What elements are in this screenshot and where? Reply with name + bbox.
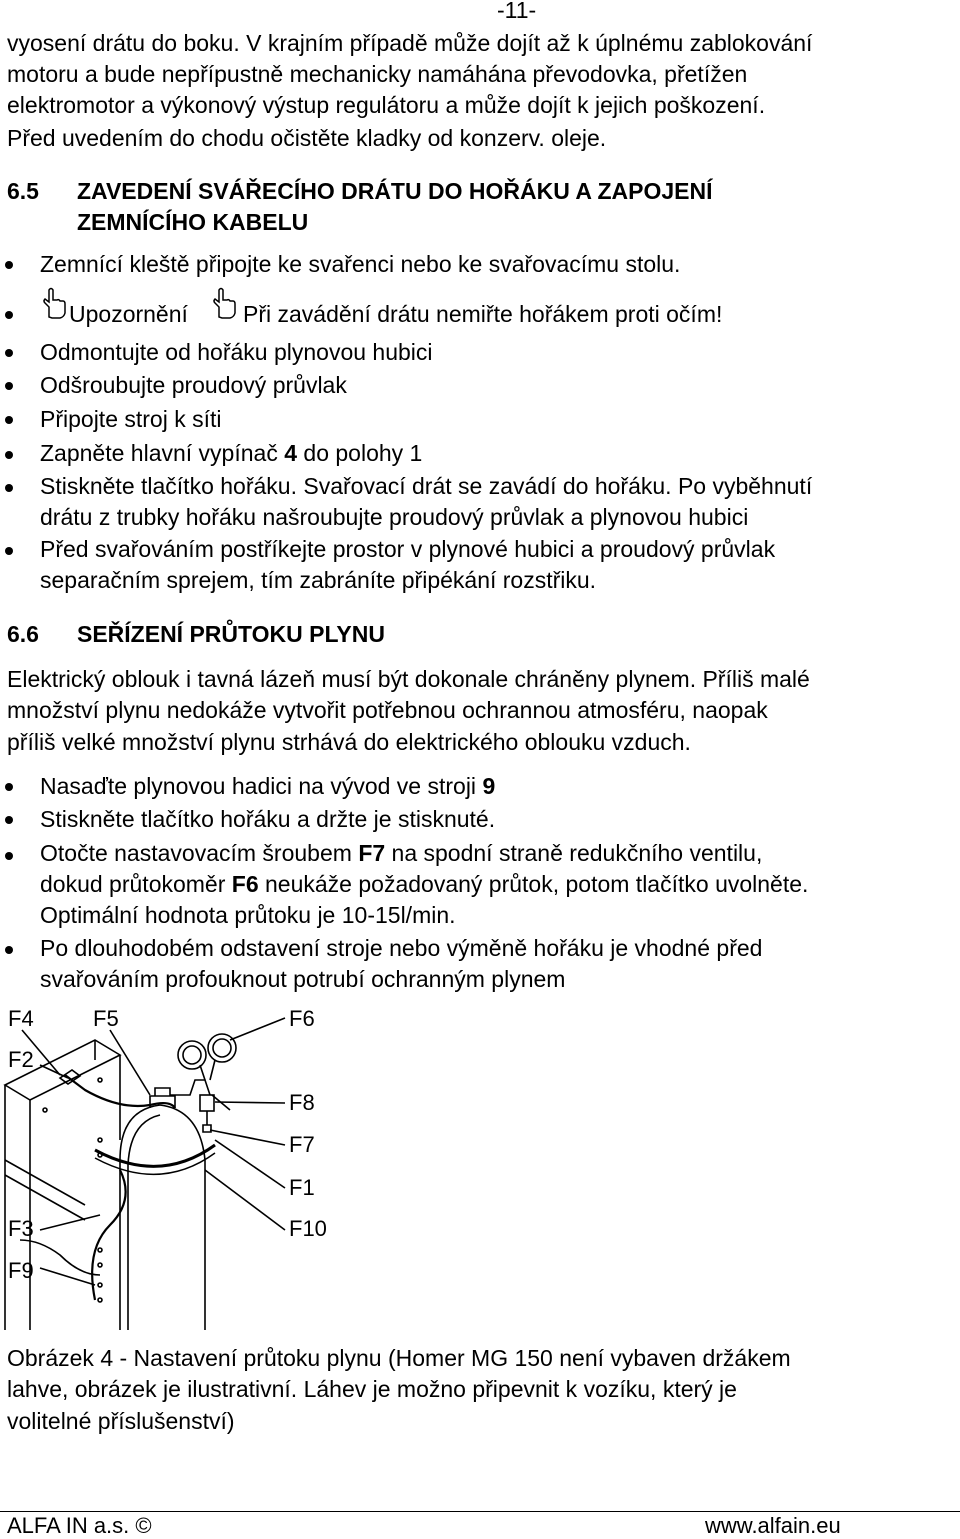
hand-pointer-icon (210, 287, 238, 321)
bullet-dot (5, 783, 13, 791)
gas-para-line-3: příliš velké množství plynu strhává do elektrického oblouku vzduch. (7, 729, 691, 755)
bullet-press-trigger-2: drátu z trubky hořáku našroubujte proudový průvlak a plynovou hubici (40, 504, 749, 530)
footer-rule (0, 1511, 960, 1512)
intro-line-2: motoru a bude nepřípustně mechanicky namáhána převodovka, přetížen (7, 61, 748, 87)
page-number: -11- (497, 0, 537, 23)
warning-text: Při zavádění drátu nemiřte hořákem proti očím! (243, 301, 723, 327)
label-f2: F2 (8, 1047, 34, 1072)
section-66-number: 6.6 (7, 621, 39, 647)
hand-pointer-icon (40, 287, 68, 321)
footer-website: www.alfain.eu (705, 1513, 841, 1538)
figure-caption-line-3: volitelné příslušenství) (7, 1408, 235, 1434)
bullet-dot (5, 852, 13, 860)
text-bold: F7 (358, 840, 386, 866)
text-span: Otočte nastavovacím šroubem (40, 840, 359, 866)
bullet-adjust-screw-2 (40, 869, 808, 900)
text-span: na spodní straně redukčního ventilu, (385, 840, 763, 866)
bullet-remove-nozzle: Odmontujte od hořáku plynovou hubici (40, 339, 433, 365)
figure-caption-line-2: lahve, obrázek je ilustrativní. Láhev je možno připevnit k vozíku, který je (7, 1376, 737, 1402)
text-span: Nasaďte plynovou hadici na vývod ve stroji (40, 773, 483, 799)
text-span: dokud průtokoměr (40, 871, 232, 897)
section-65-number: 6.5 (7, 178, 39, 204)
bullet-dot (5, 261, 13, 269)
bullet-spray-2: separačním sprejem, tím zabráníte připékání rozstřiku. (40, 567, 597, 593)
label-f6: F6 (289, 1006, 315, 1031)
warning-label: Upozornění (69, 301, 188, 327)
bullet-main-switch (40, 438, 422, 469)
figure-caption-line-1: Obrázek 4 - Nastavení průtoku plynu (Homer MG 150 není vybaven držákem (7, 1345, 791, 1371)
gas-cylinder-illustration (0, 1000, 340, 1330)
bullet-gas-hose (40, 771, 495, 802)
intro-line-3: elektromotor a výkonový výstup regulátoru a může dojít k jejich poškození. (7, 92, 766, 118)
bullet-dot (5, 311, 13, 319)
label-f9: F9 (8, 1258, 34, 1283)
bullet-dot (5, 349, 13, 357)
bullet-press-trigger-1: Stiskněte tlačítko hořáku. Svařovací drát se zavádí do hořáku. Po vyběhnutí (40, 473, 813, 499)
text-span: Zapněte hlavní vypínač (40, 440, 285, 466)
intro-line-1: vyosení drátu do boku. V krajním případě může dojít až k úplnému zablokování (7, 30, 813, 56)
footer-company: ALFA IN a.s. © (7, 1513, 152, 1538)
bullet-dot (5, 382, 13, 390)
bullet-ground-clamp: Zemnící kleště připojte ke svařenci nebo ke svařovacímu stolu. (40, 251, 681, 277)
text-bold: F6 (231, 871, 259, 897)
label-f8: F8 (289, 1090, 315, 1115)
label-f7: F7 (289, 1132, 315, 1157)
label-f10: F10 (289, 1216, 327, 1241)
bullet-dot (5, 416, 13, 424)
bullet-dot (5, 547, 13, 555)
label-f5: F5 (93, 1006, 119, 1031)
bullet-dot (5, 451, 13, 459)
bullet-spray-1: Před svařováním postříkejte prostor v plynové hubici a proudový průvlak (40, 536, 776, 562)
bullet-unscrew-tip: Odšroubujte proudový průvlak (40, 372, 347, 398)
label-f4: F4 (8, 1006, 34, 1031)
text-span: do polohy 1 (297, 440, 423, 466)
bullet-connect-mains: Připojte stroj k síti (40, 406, 222, 432)
intro-line-4: Před uvedením do chodu očistěte kladky od konzerv. oleje. (7, 125, 607, 151)
text-span: neukáže požadovaný průtok, potom tlačítko uvolněte. (258, 871, 809, 897)
bullet-dot (5, 946, 13, 954)
section-66-title: SEŘÍZENÍ PRŮTOKU PLYNU (77, 621, 385, 647)
bullet-dot (5, 816, 13, 824)
bullet-hold-trigger: Stiskněte tlačítko hořáku a držte je stisknuté. (40, 806, 496, 832)
section-65-title-line2: ZEMNÍCÍHO KABELU (77, 209, 309, 235)
section-65-title-line1: ZAVEDENÍ SVÁŘECÍHO DRÁTU DO HOŘÁKU A ZAPOJENÍ (77, 178, 713, 204)
bullet-dot (5, 484, 13, 492)
gas-para-line-1: Elektrický oblouk i tavná lázeň musí být dokonale chráněny plynem. Příliš malé (7, 666, 810, 692)
gas-para-line-2: množství plynu nedokáže vytvořit potřebnou ochrannou atmosféru, naopak (7, 697, 768, 723)
label-f1: F1 (289, 1175, 315, 1200)
bullet-adjust-screw-1 (40, 838, 762, 869)
text-bold: 4 (284, 440, 298, 466)
gas-flow-figure (0, 1000, 340, 1330)
bullet-adjust-screw-3: Optimální hodnota průtoku je 10-15l/min. (40, 902, 456, 928)
bullet-purge-2: svařováním profouknout potrubí ochranným plynem (40, 966, 566, 992)
label-f3: F3 (8, 1216, 34, 1241)
text-bold: 9 (482, 773, 496, 799)
bullet-purge-1: Po dlouhodobém odstavení stroje nebo výměně hořáku je vhodné před (40, 935, 763, 961)
